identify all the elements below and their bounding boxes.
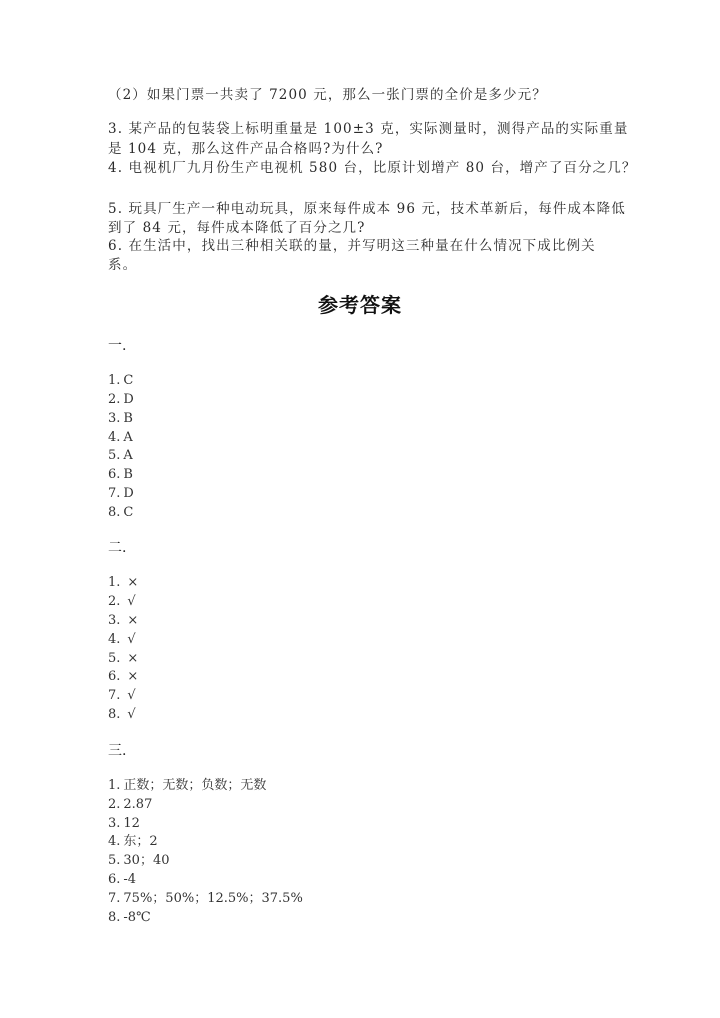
cross-mark-icon: × [127, 669, 139, 684]
answer-item: 1. × [108, 575, 139, 590]
answer-item: 6. B [108, 467, 133, 482]
answer-item: 8. C [108, 505, 134, 520]
answer-item: 3. B [108, 411, 133, 426]
answer-item: 5. × [108, 651, 139, 666]
section-3-heading: 三. [108, 743, 127, 759]
section-2-heading: 二. [108, 540, 127, 556]
answer-item: 3. 12 [108, 816, 140, 831]
answer-item: 2. √ [108, 594, 136, 609]
question-6-line-1: 6. 在生活中，找出三种相关联的量，并写明这三种量在什么情况下成比例关 [108, 238, 596, 254]
cross-mark-icon: × [127, 651, 139, 666]
question-5-line-2: 到了 84 元，每件成本降低了百分之几? [108, 220, 366, 236]
answer-item: 8. -8℃ [108, 910, 151, 925]
check-mark-icon: √ [127, 632, 136, 647]
answer-item: 4. 东；2 [108, 834, 158, 849]
check-mark-icon: √ [127, 707, 136, 722]
answer-item: 3. × [108, 613, 139, 628]
answer-item: 6. -4 [108, 872, 137, 887]
cross-mark-icon: × [127, 575, 139, 590]
answer-item: 5. A [108, 448, 133, 463]
answer-item: 7. 75%；50%；12.5%；37.5% [108, 891, 303, 906]
answer-item: 5. 30；40 [108, 853, 170, 868]
question-4-line-1: 4. 电视机厂九月份生产电视机 580 台，比原计划增产 80 台，增产了百分之几？ [108, 160, 637, 176]
answer-item: 1. C [108, 373, 134, 388]
check-mark-icon: √ [127, 688, 136, 703]
answer-item: 2. D [108, 392, 134, 407]
question-3-line-1: 3. 某产品的包装袋上标明重量是 100±3 克，实际测量时，测得产品的实际重量 [108, 121, 629, 137]
answer-item: 6. × [108, 669, 139, 684]
answer-item: 2. 2.87 [108, 797, 153, 812]
answer-item: 7. √ [108, 688, 136, 703]
question-6-line-2: 系。 [108, 257, 138, 273]
answer-key-title: 参考答案 [318, 293, 402, 317]
section-1-heading: 一. [108, 338, 127, 354]
question-3-line-2: 是 104 克，那么这件产品合格吗?为什么? [108, 141, 384, 157]
answer-item: 4. A [108, 430, 133, 445]
question-5-line-1: 5. 玩具厂生产一种电动玩具，原来每件成本 96 元，技术革新后，每件成本降低 [108, 201, 626, 217]
answer-item: 7. D [108, 486, 134, 501]
question-2-part-2: （2）如果门票一共卖了 7200 元，那么一张门票的全价是多少元？ [108, 87, 547, 103]
answer-item: 1. 正数；无数；负数；无数 [108, 778, 267, 793]
answer-item: 8. √ [108, 707, 136, 722]
cross-mark-icon: × [127, 613, 139, 628]
check-mark-icon: √ [127, 594, 136, 609]
answer-item: 4. √ [108, 632, 136, 647]
